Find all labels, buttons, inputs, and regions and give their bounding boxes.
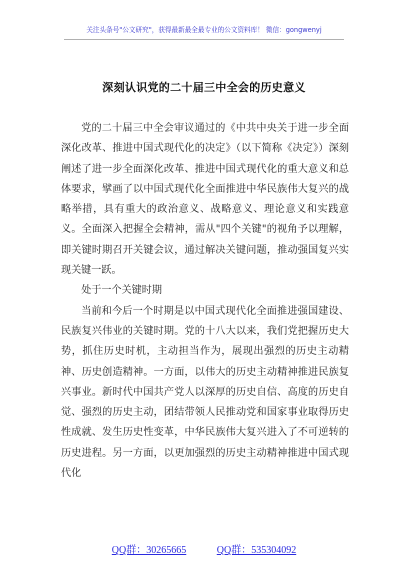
header-divider bbox=[64, 39, 344, 40]
footer-qq-group-1[interactable]: QQ群：30265665 bbox=[111, 545, 187, 556]
header-banner: 关注头条号"公文研究"，获得最新最全最专业的公文资料库！ 微信：gongwenyj bbox=[86, 26, 322, 34]
footer-qq-group-2[interactable]: QQ群：535304092 bbox=[216, 545, 297, 556]
section-heading: 处于一个关键时期 bbox=[81, 285, 162, 297]
document-title: 深刻认识党的二十届三中全会的历史意义 bbox=[102, 81, 306, 94]
paragraph-intro: 党的二十届三中全会审议通过的《中共中央关于进一步全面深化改革、推进中国式现代化的决定》（以下简称《决定》）深刻阐述了进一步全面深化改革、推进中国式现代化的重大意义和总体要求，擘画了以中国式现代化全面推进中华民族伟大复兴的战略举措，具有重大的政治意义、战略意义、理论意义和实践意义。全面深入把握全会精神，需从"四个关键"的视角予以理解，即关键时期召开关键会议，通过解决关键问题，推动强国复兴实现关键一跃。 bbox=[61, 123, 349, 277]
footer-contacts bbox=[0, 541, 408, 556]
paragraph-key-period: 当前和今后一个时期是以中国式现代化全面推进强国建设、民族复兴伟业的关键时期。党的十八大以来，我们党把握历史大势，抓住历史时机，主动担当作为，展现出强烈的历史主动精神、历史创造精神。一方面，以伟大的历史主动精神推进民族复兴事业。新时代中国共产党人以深厚的历史自信、高度的历史自觉、强烈的历史主动，团结带领人民推动党和国家事业取得历史性成就、发生历史性变革，中华民族伟大复兴进入了不可逆转的历史进程。另一方面，以更加强烈的历史主动精神推进中国式现代化 bbox=[61, 305, 349, 480]
document-body bbox=[61, 119, 349, 484]
